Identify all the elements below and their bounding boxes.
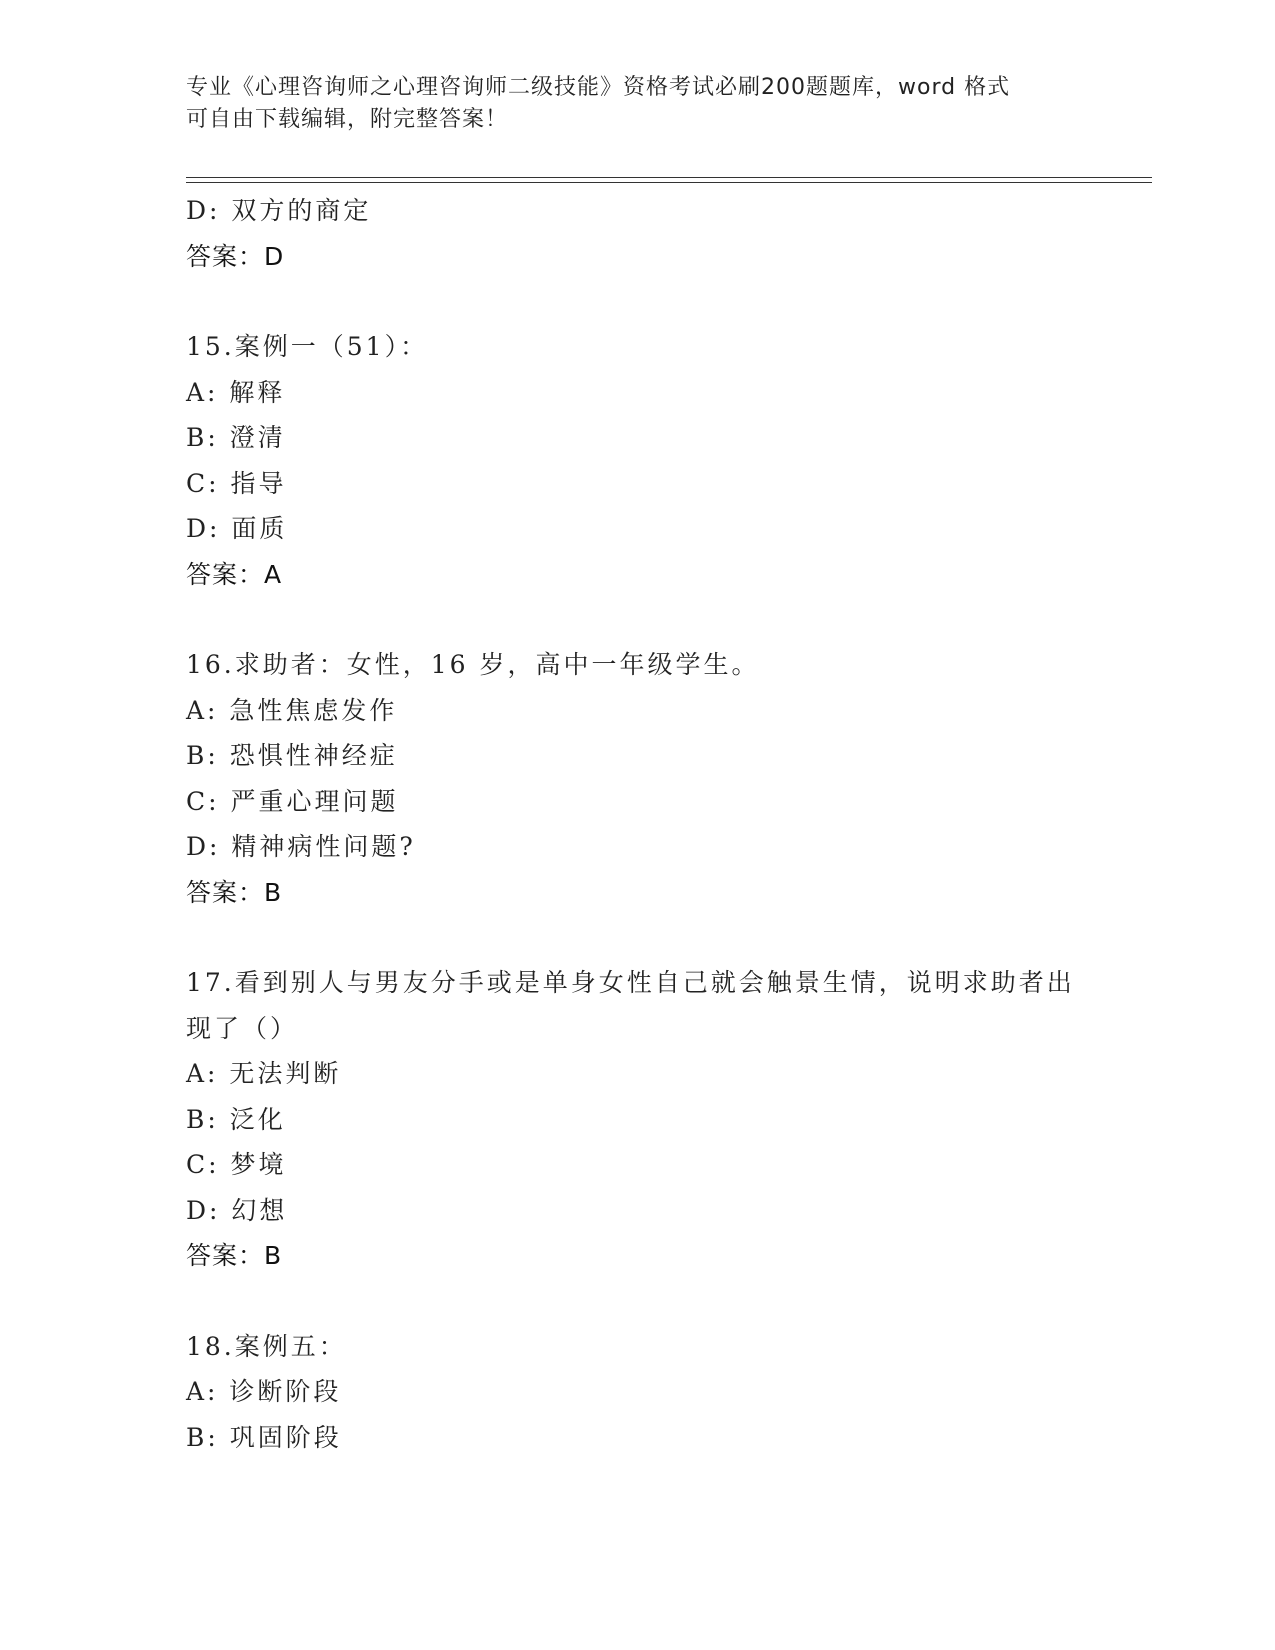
option-d: D: 双方的商定 <box>186 196 372 225</box>
option-c: C: 梦境 <box>186 1150 287 1179</box>
option-c: C: 严重心理问题 <box>186 786 399 816</box>
header-title-line-1: 专业《心理咨询师之心理咨询师二级技能》资格考试必刷200题题库，word 格式 <box>186 75 1011 100</box>
answer-line: 答案：A <box>186 559 283 589</box>
question-stem: 18.案例五： <box>186 1331 347 1361</box>
option-b: B: 泛化 <box>186 1104 286 1134</box>
document-header <box>186 72 1066 136</box>
option-d: D: 幻想 <box>186 1195 288 1225</box>
option-b: B: 澄清 <box>186 423 286 452</box>
option-a: A: 解释 <box>186 377 286 407</box>
question-stem: 16.求助者：女性，16 岁，高中一年级学生。 <box>186 650 760 679</box>
option-d: D: 精神病性问题? <box>186 832 416 861</box>
option-d: D: 面质 <box>186 514 288 543</box>
question-18 <box>186 1324 1146 1461</box>
question-17 <box>186 960 1146 1279</box>
option-a: A: 无法判断 <box>186 1059 342 1088</box>
question-stem: 15.案例一（51）： <box>186 332 429 361</box>
option-a: A: 急性焦虑发作 <box>186 695 398 725</box>
answer-line: 答案：D <box>186 241 285 271</box>
option-c: C: 指导 <box>186 468 287 498</box>
option-b: B: 恐惧性神经症 <box>186 741 398 770</box>
header-title-line-2: 可自由下载编辑，附完整答案！ <box>186 107 509 132</box>
header-rule-bottom <box>186 182 1152 183</box>
header-rule-top <box>186 177 1152 178</box>
answer-line: 答案：B <box>186 877 283 907</box>
question-15 <box>186 324 1146 597</box>
question-16 <box>186 642 1146 915</box>
question-list <box>186 188 1146 1460</box>
option-a: A: 诊断阶段 <box>186 1377 342 1406</box>
option-b: B: 巩固阶段 <box>186 1422 342 1452</box>
previous-question-tail <box>186 188 1146 279</box>
answer-line: 答案：B <box>186 1241 283 1270</box>
question-stem: 17.看到别人与男友分手或是单身女性自己就会触景生情，说明求助者出现了（） <box>186 968 1075 1043</box>
